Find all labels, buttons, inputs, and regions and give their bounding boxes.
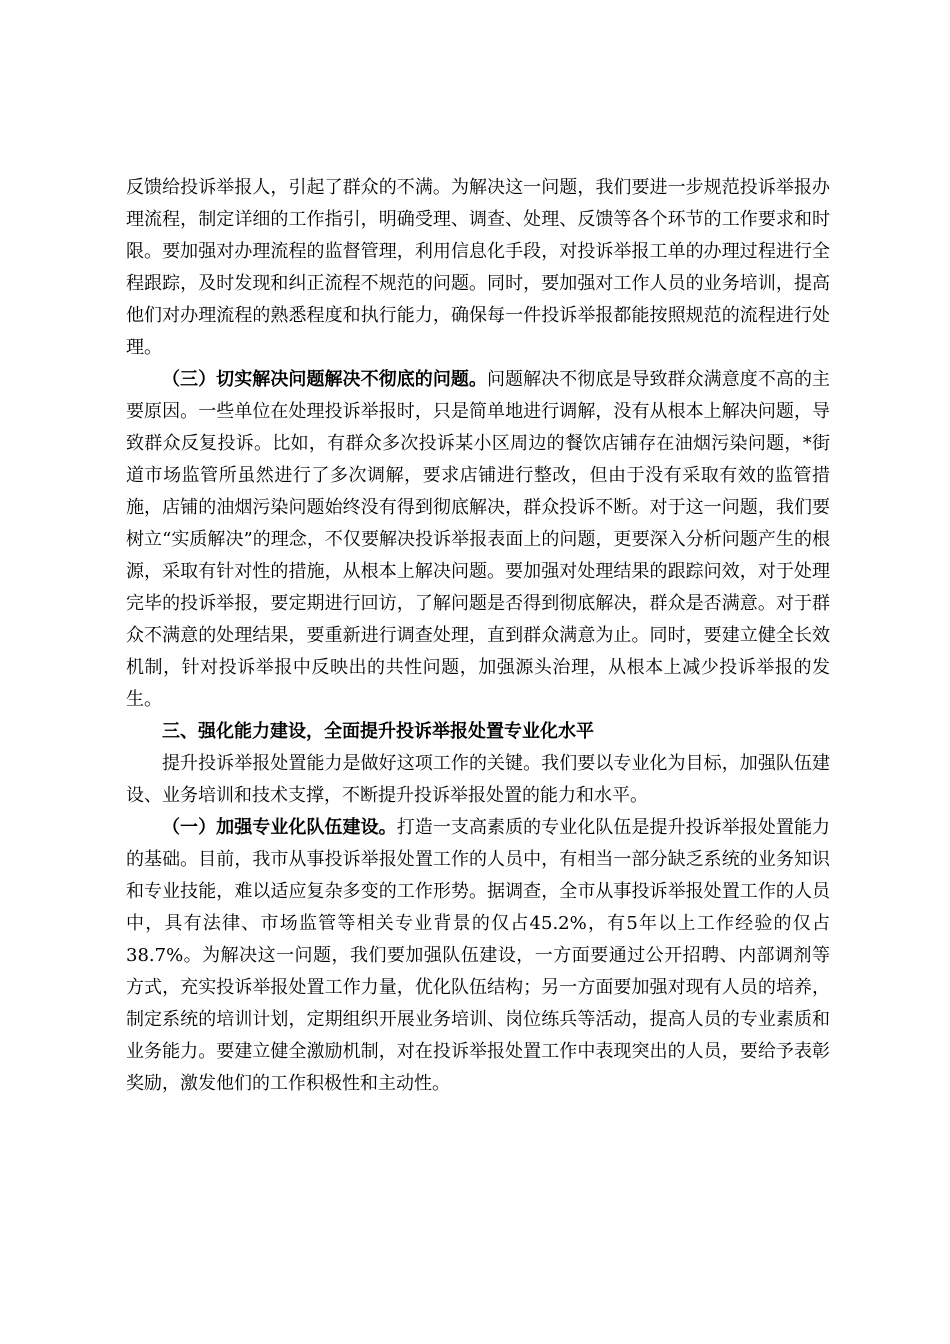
document-page	[126, 172, 830, 1100]
paragraph-1: 反馈给投诉举报人，引起了群众的不满。为解决这一问题，我们要进一步规范投诉举报办理流程，制定详细的工作指引，明确受理、调查、处理、反馈等各个环节的工作要求和时限。要加强对办理流程的监督管理，利用信息化手段，对投诉举报工单的办理过程进行全程跟踪，及时发现和纠正流程不规范的问题。同时，要加强对工作人员的业务培训，提高他们对办理流程的熟悉程度和执行能力，确保每一件投诉举报都能按照规范的流程进行处理。	[126, 177, 830, 358]
section-3-heading: 三、强化能力建设，全面提升投诉举报处置专业化水平	[162, 721, 594, 742]
paragraph-2	[126, 364, 830, 716]
paragraph-4-body: 打造一支高素质的专业化队伍是提升投诉举报处置能力的基础。目前，我市从事投诉举报处置工作的人员中，有相当一部分缺乏系统的业务知识和专业技能，难以适应复杂多变的工作形势。据调查，全市从事投诉举报处置工作的人员中，具有法律、市场监管等相关专业背景的仅占45.2%，有5年以上工作经验的仅占38.7%。为解决这一问题，我们要加强队伍建设，一方面要通过公开招聘、内部调剂等方式，充实投诉举报处置工作力量，优化队伍结构；另一方面要加强对现有人员的培养，制定系统的培训计划，定期组织开展业务培训、岗位练兵等活动，提高人员的专业素质和业务能力。要建立健全激励机制，对在投诉举报处置工作中表现突出的人员，要给予表彰奖励，激发他们的工作积极性和主动性。	[126, 817, 831, 1094]
paragraph-4-heading: （一）加强专业化队伍建设。	[162, 817, 397, 838]
paragraph-2-body: 问题解决不彻底是导致群众满意度不高的主要原因。一些单位在处理投诉举报时，只是简单地进行调解，没有从根本上解决问题，导致群众反复投诉。比如，有群众多次投诉某小区周边的餐饮店铺存在油烟污染问题，*街道市场监管所虽然进行了多次调解，要求店铺进行整改，但由于没有采取有效的监管措施，店铺的油烟污染问题始终没有得到彻底解决，群众投诉不断。对于这一问题，我们要树立“实质解决”的理念，不仅要解决投诉举报表面上的问题，更要深入分析问题产生的根源，采取有针对性的措施，从根本上解决问题。要加强对处理结果的跟踪问效，对于处理完毕的投诉举报，要定期进行回访，了解问题是否得到彻底解决，群众是否满意。对于群众不满意的处理结果，要重新进行调查处理，直到群众满意为止。同时，要建立健全长效机制，针对投诉举报中反映出的共性问题，加强源头治理，从根本上减少投诉举报的发生。	[126, 369, 830, 710]
paragraph-2-heading: （三）切实解决问题解决不彻底的问题。	[162, 369, 487, 390]
paragraph-4	[126, 812, 830, 1100]
paragraph-3: 提升投诉举报处置能力是做好这项工作的关键。我们要以专业化为目标，加强队伍建设、业务培训和技术支撑，不断提升投诉举报处置的能力和水平。	[126, 753, 830, 806]
